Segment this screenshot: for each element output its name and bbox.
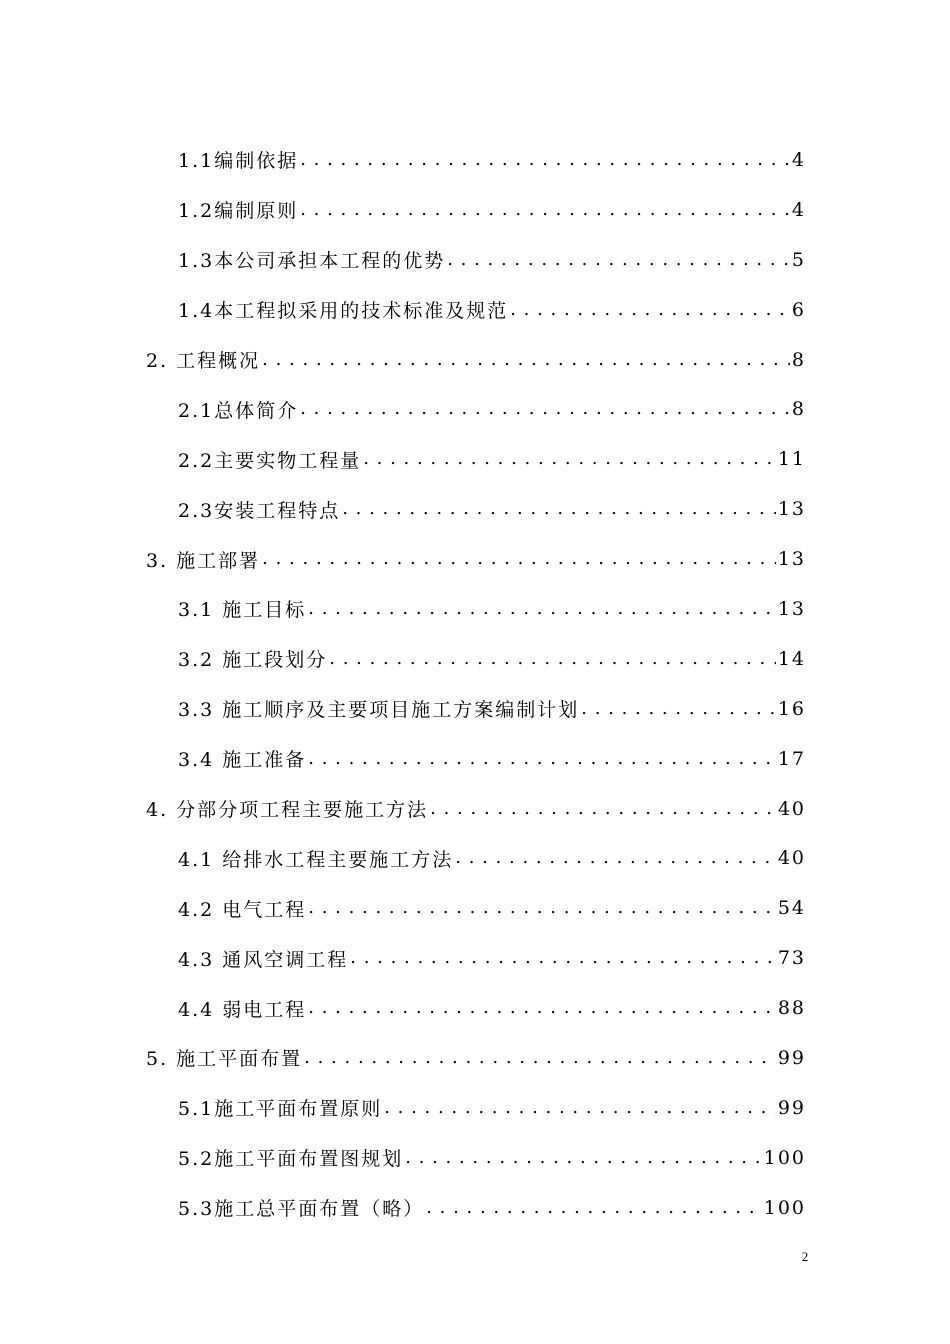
toc-entry[interactable] [0,285,950,335]
toc-entry-page: 11 [777,448,806,471]
toc-entry-page: 73 [777,947,806,970]
toc-entry-page: 99 [777,1096,806,1119]
toc-entry[interactable] [0,185,950,235]
toc-entry-title: 3.1 施工目标 [178,599,307,622]
toc-entry[interactable] [0,933,950,983]
toc-entry-page: 88 [777,997,806,1020]
toc-entry-title: 4.3 通风空调工程 [178,948,349,971]
toc-entry[interactable] [0,684,950,734]
toc-entry-title: 3.4 施工准备 [178,749,307,772]
toc-dot-leader [308,896,776,920]
toc-dot-leader [308,747,776,771]
toc-entry-page: 5 [791,248,806,271]
toc-entry-title: 5.3施工总平面布置（略） [178,1198,425,1221]
page-number: 2 [801,1249,809,1264]
toc-dot-leader [455,846,776,870]
toc-entry-page: 6 [791,298,806,321]
toc-entry-page: 16 [777,697,806,720]
toc-entry-title: 2. 工程概况 [146,350,261,372]
toc-entry[interactable] [0,883,950,933]
toc-entry-title: 1.1编制依据 [178,150,299,173]
toc-entry-title: 5.2施工平面布置图规划 [178,1148,404,1171]
toc-entry[interactable] [0,434,950,484]
toc-entry[interactable] [0,833,950,883]
toc-entry-title: 4.2 电气工程 [178,898,307,921]
toc-dot-leader [384,1096,776,1120]
toc-dot-leader [405,1146,762,1170]
toc-entry-title: 3. 施工部署 [146,549,261,572]
toc-chapter-entry[interactable] [0,784,950,834]
toc-entry[interactable] [0,983,950,1033]
toc-entry-page: 13 [777,597,806,620]
toc-entry[interactable] [0,1183,950,1233]
toc-chapter-entry[interactable] [0,534,950,584]
toc-entry[interactable] [0,1083,950,1133]
toc-entry-title: 1.3本公司承担本工程的优势 [178,250,446,273]
toc-entry-title: 5. 施工平面布置 [146,1048,303,1071]
toc-chapter-entry[interactable] [0,335,950,385]
toc-entry-page: 100 [763,1146,806,1169]
toc-entry[interactable] [0,1133,950,1183]
toc-entry[interactable] [0,484,950,534]
toc-entry[interactable] [0,634,950,684]
toc-entry-title: 2.3安装工程特点 [178,499,341,522]
toc-dot-leader [304,1046,776,1070]
toc-dot-leader [342,497,776,521]
toc-entry-page: 13 [777,548,806,571]
toc-dot-leader [581,697,776,721]
toc-entry-title: 2.2主要实物工程量 [178,449,362,472]
toc-chapter-entry[interactable] [0,1033,950,1083]
toc-entry-title: 4. 分部分项工程主要施工方法 [146,799,429,822]
toc-dot-leader [300,397,790,421]
toc-entry[interactable] [0,734,950,784]
toc-entry[interactable] [0,584,950,634]
toc-entry-page: 13 [777,498,806,521]
toc-entry-page: 8 [791,398,806,421]
toc-dot-leader [308,996,776,1020]
toc-dot-leader [262,547,776,571]
toc-entry-title: 3.2 施工段划分 [178,649,328,672]
toc-entry-page: 54 [777,897,806,920]
toc-entry[interactable] [0,135,950,185]
toc-dot-leader [510,298,790,322]
toc-dot-leader [350,946,776,970]
table-of-contents [0,135,950,1233]
toc-entry-page: 4 [791,148,806,171]
toc-entry[interactable] [0,235,950,285]
toc-entry-title: 4.4 弱电工程 [178,998,307,1021]
toc-dot-leader [426,1196,762,1220]
toc-entry-title: 4.1 给排水工程主要施工方法 [178,848,454,871]
toc-entry-title: 3.3 施工顺序及主要项目施工方案编制计划 [178,699,580,722]
toc-entry-page: 40 [777,847,806,870]
toc-dot-leader [262,348,790,372]
toc-dot-leader [300,148,790,172]
toc-dot-leader [300,198,790,222]
toc-entry-title: 5.1施工平面布置原则 [178,1098,383,1121]
toc-dot-leader [430,797,776,821]
toc-entry-page: 17 [777,747,806,770]
toc-entry-title: 1.4本工程拟采用的技术标准及规范 [178,300,509,323]
toc-dot-leader [308,597,776,621]
toc-entry-title: 2.1总体简介 [178,399,299,422]
toc-entry-title: 1.2编制原则 [178,200,299,223]
toc-entry-page: 4 [791,198,806,221]
toc-entry-page: 99 [777,1046,806,1069]
toc-dot-leader [363,447,776,471]
toc-entry-page: 40 [777,797,806,820]
toc-entry-page: 14 [777,647,806,670]
toc-dot-leader [447,248,790,272]
toc-entry[interactable] [0,384,950,434]
toc-entry-page: 8 [791,348,806,371]
toc-entry-page: 100 [763,1196,806,1219]
toc-dot-leader [329,647,776,671]
